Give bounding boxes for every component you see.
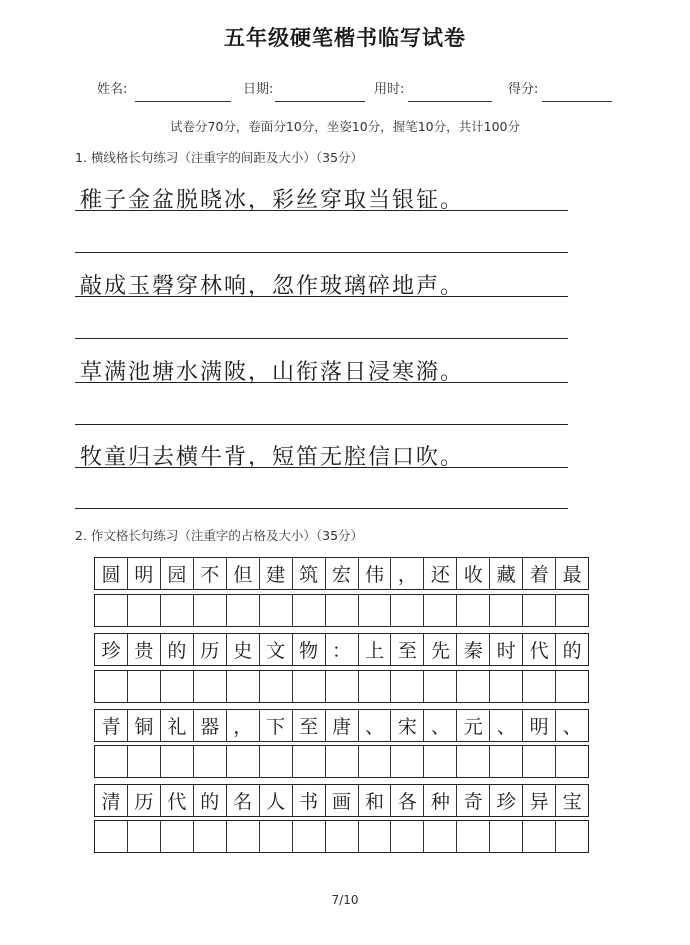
grid-cell: 各	[391, 785, 424, 816]
grid-cell: 异	[523, 785, 556, 816]
writing-rule	[75, 467, 568, 468]
grid-cell-empty[interactable]	[391, 821, 424, 852]
grid-cell: ：	[326, 634, 359, 665]
grid-cell-empty[interactable]	[194, 671, 227, 702]
grid-cell: 、	[562, 716, 582, 738]
grid-cell: 青	[95, 710, 128, 741]
time-used-field[interactable]	[374, 78, 492, 102]
grid-cell-empty[interactable]	[391, 595, 424, 626]
grid-cell: 代	[523, 634, 556, 665]
grid-cell: 宏	[326, 558, 359, 589]
time-used-label: 用时:	[374, 82, 405, 97]
grid-cell: 的	[161, 634, 194, 665]
grid-cell-empty[interactable]	[326, 821, 359, 852]
writing-rule	[75, 210, 568, 211]
grid-cell-empty[interactable]	[128, 595, 161, 626]
grid-cell-empty[interactable]	[260, 746, 293, 777]
grid-cell-empty[interactable]	[260, 671, 293, 702]
grid-cell-empty[interactable]	[293, 595, 326, 626]
grid-cell-empty[interactable]	[359, 671, 392, 702]
grid-cell-empty[interactable]	[128, 821, 161, 852]
grid-row-model	[94, 784, 589, 817]
grid-cell-empty[interactable]	[391, 746, 424, 777]
grid-cell-empty[interactable]	[556, 595, 588, 626]
grid-cell: 收	[457, 558, 490, 589]
grid-cell-empty[interactable]	[523, 821, 556, 852]
grid-cell: 至	[391, 634, 424, 665]
grid-cell-empty[interactable]	[95, 746, 128, 777]
grid-row-model	[94, 633, 589, 666]
grid-cell-empty[interactable]	[424, 746, 457, 777]
writing-rule	[75, 424, 568, 425]
grid-cell: 园	[161, 558, 194, 589]
practice-line-4: 牧童归去横牛背，短笛无腔信口吹。	[80, 445, 465, 470]
grid-cell-empty[interactable]	[260, 821, 293, 852]
grid-cell: 时	[490, 634, 523, 665]
grid-cell: 代	[161, 785, 194, 816]
grid-cell-empty[interactable]	[556, 821, 588, 852]
grid-cell: 、	[490, 710, 523, 741]
grid-cell: 唐	[326, 710, 359, 741]
grid-cell-empty[interactable]	[556, 671, 588, 702]
section1-title: 1. 横线格长句练习（注重字的间距及大小）（35分）	[75, 150, 364, 165]
grid-cell-empty[interactable]	[457, 746, 490, 777]
grid-cell-empty[interactable]	[194, 595, 227, 626]
grid-cell: 至	[293, 710, 326, 741]
page-title: 五年级硬笔楷书临写试卷	[224, 26, 466, 50]
grid-cell: 最	[562, 564, 582, 586]
grid-row-practice	[94, 670, 589, 703]
grid-cell-empty[interactable]	[490, 746, 523, 777]
grid-cell: 的	[562, 640, 582, 662]
grid-cell: 、	[359, 710, 392, 741]
name-underline	[135, 101, 231, 102]
grid-cell: 、	[424, 710, 457, 741]
grid-cell: 种	[424, 785, 457, 816]
grid-cell-empty[interactable]	[424, 595, 457, 626]
writing-rule	[75, 338, 568, 339]
grid-cell: 物	[293, 634, 326, 665]
name-label: 姓名:	[97, 82, 128, 97]
grid-cell: 还	[424, 558, 457, 589]
grid-cell: 史	[227, 634, 260, 665]
grid-cell: 画	[326, 785, 359, 816]
writing-rule	[75, 252, 568, 253]
writing-rule	[75, 382, 568, 383]
grid-cell-empty[interactable]	[161, 746, 194, 777]
grid-cell-empty[interactable]	[490, 595, 523, 626]
grid-cell-empty[interactable]	[293, 821, 326, 852]
writing-rule	[75, 296, 568, 297]
grid-row-practice	[94, 820, 589, 853]
grid-cell-empty[interactable]	[326, 746, 359, 777]
grid-cell: 秦	[457, 634, 490, 665]
grid-cell-empty[interactable]	[227, 595, 260, 626]
grid-cell-empty[interactable]	[227, 746, 260, 777]
grid-cell: 明	[128, 558, 161, 589]
grid-row-model	[94, 709, 589, 742]
score-underline	[542, 101, 612, 102]
grid-cell-empty[interactable]	[424, 671, 457, 702]
grid-cell: 珍	[490, 785, 523, 816]
grid-cell-empty[interactable]	[194, 821, 227, 852]
grid-cell: 但	[227, 558, 260, 589]
grid-cell-empty[interactable]	[424, 821, 457, 852]
grid-cell-empty[interactable]	[161, 821, 194, 852]
grid-cell-empty[interactable]	[194, 746, 227, 777]
grid-cell-empty[interactable]	[490, 821, 523, 852]
grid-cell: 宝	[562, 791, 582, 813]
name-field[interactable]	[97, 78, 231, 102]
grid-cell-empty[interactable]	[457, 821, 490, 852]
grid-cell-empty[interactable]	[490, 671, 523, 702]
grid-cell: 元	[457, 710, 490, 741]
grid-cell: 铜	[128, 710, 161, 741]
grid-cell-empty[interactable]	[457, 595, 490, 626]
grid-cell: 人	[260, 785, 293, 816]
page-number: 7/10	[331, 893, 359, 907]
grid-cell: 历	[128, 785, 161, 816]
grid-cell-empty[interactable]	[326, 595, 359, 626]
practice-line-2: 敲成玉磬穿林响，忽作玻璃碎地声。	[80, 274, 465, 299]
date-label: 日期:	[243, 82, 274, 97]
grid-cell: 伟	[359, 558, 392, 589]
grid-cell: 藏	[490, 558, 523, 589]
grid-cell: 宋	[391, 710, 424, 741]
grid-cell: 奇	[457, 785, 490, 816]
grid-cell-empty[interactable]	[359, 821, 392, 852]
grid-cell-empty[interactable]	[128, 746, 161, 777]
grid-cell-empty[interactable]	[391, 671, 424, 702]
grid-row-model	[94, 557, 589, 590]
score-label: 得分:	[508, 82, 539, 97]
grid-cell-empty[interactable]	[293, 746, 326, 777]
grid-cell: ，	[391, 558, 424, 589]
grid-cell-empty[interactable]	[523, 595, 556, 626]
grid-cell: 器	[194, 710, 227, 741]
time-used-underline	[408, 101, 492, 102]
grid-cell-empty[interactable]	[95, 671, 128, 702]
grid-cell-empty[interactable]	[128, 671, 161, 702]
grid-cell-empty[interactable]	[293, 671, 326, 702]
grid-cell: 贵	[128, 634, 161, 665]
grid-cell-empty[interactable]	[227, 671, 260, 702]
date-underline	[275, 101, 365, 102]
grid-cell-empty[interactable]	[95, 595, 128, 626]
grid-cell: 珍	[95, 634, 128, 665]
grid-cell: 礼	[161, 710, 194, 741]
grid-cell: 和	[359, 785, 392, 816]
score-note: 试卷分70分，卷面分10分，坐姿10分，握笔10分，共计100分	[170, 119, 520, 134]
grid-cell: 下	[260, 710, 293, 741]
grid-cell: 不	[194, 558, 227, 589]
section2-title: 2. 作文格长句练习（注重字的占格及大小）（35分）	[75, 528, 364, 543]
grid-cell-empty[interactable]	[523, 746, 556, 777]
score-field[interactable]	[508, 78, 612, 102]
grid-cell: 建	[260, 558, 293, 589]
grid-cell: 的	[194, 785, 227, 816]
grid-cell-empty[interactable]	[161, 595, 194, 626]
grid-cell-empty[interactable]	[95, 821, 128, 852]
grid-cell: 着	[523, 558, 556, 589]
grid-cell: 历	[194, 634, 227, 665]
writing-rule	[75, 508, 568, 509]
grid-cell: 筑	[293, 558, 326, 589]
grid-cell: 书	[293, 785, 326, 816]
grid-cell-empty[interactable]	[359, 595, 392, 626]
practice-line-3: 草满池塘水满陂，山衔落日浸寒漪。	[80, 360, 465, 385]
grid-cell-empty[interactable]	[161, 671, 194, 702]
grid-cell-empty[interactable]	[227, 821, 260, 852]
grid-cell: 圆	[95, 558, 128, 589]
grid-row-practice	[94, 745, 589, 778]
grid-cell: ，	[227, 710, 260, 741]
grid-cell-empty[interactable]	[556, 746, 588, 777]
grid-cell: 明	[523, 710, 556, 741]
practice-line-1: 稚子金盆脱晓冰，彩丝穿取当银钲。	[80, 188, 465, 213]
grid-cell-empty[interactable]	[359, 746, 392, 777]
grid-cell-empty[interactable]	[326, 671, 359, 702]
grid-cell-empty[interactable]	[523, 671, 556, 702]
grid-row-practice	[94, 594, 589, 627]
date-field[interactable]	[243, 78, 365, 102]
grid-cell: 上	[359, 634, 392, 665]
grid-cell: 名	[227, 785, 260, 816]
grid-cell: 清	[95, 785, 128, 816]
grid-cell-empty[interactable]	[457, 671, 490, 702]
grid-cell: 先	[424, 634, 457, 665]
grid-cell: 文	[260, 634, 293, 665]
grid-cell-empty[interactable]	[260, 595, 293, 626]
